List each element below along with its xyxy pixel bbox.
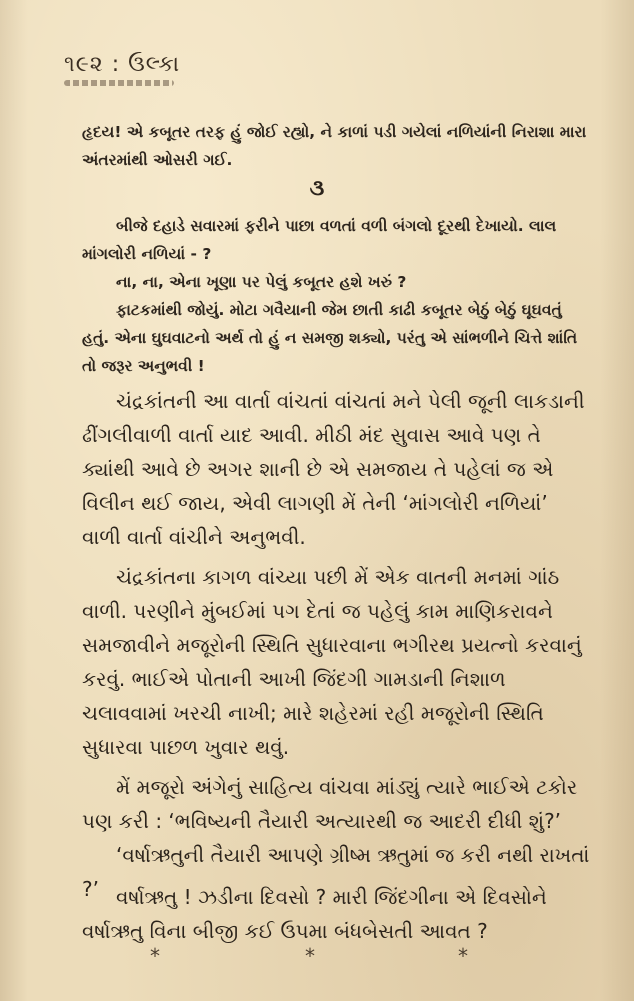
- paragraph-4: ફાટકમાંથી જોયું. મોટા ગવૈયાની જેમ છાતી કાઢી કબૂતર બેઠું બેઠું ઘૂઘવતું હતું. એના ઘુઘવાટનો અર્થ તો હું ન સમજી શક્યો, પરંતુ એ સાંભળીને ચિત્તે શાંતિ તો જરૂર અનુભવી !: [82, 301, 578, 375]
- paragraph-2: બીજે દહાડે સવારમાં ફરીને પાછા વળતાં વળી બંગલો દૂરથી દેખાયો. લાલ માંગલોરી નળિયાં - ?: [82, 217, 557, 263]
- section-number: ૩: [309, 176, 325, 201]
- header-underline: [64, 80, 174, 86]
- paragraph-7: મેં મજૂરો અંગેનું સાહિત્ય વાંચવા માંડ્યું ત્યારે ભાઈએ ટકોર પણ કરી : ‘ભવિષ્યની તૈયારી અત્યારથી જ આદરી દીધી શું?’: [82, 775, 578, 833]
- paragraph-8: ‘વર્ષાઋતુની તૈયારી આપણે ગ્રીષ્મ ઋતુમાં જ કરી નથી રાખતાં ?’: [82, 843, 590, 901]
- separator-star: *: [458, 944, 468, 968]
- paragraph-6: ચંદ્રકાંતના કાગળ વાંચ્યા પછી મેં એક વાતની મનમાં ગાંઠ વાળી. પરણીને મુંબઈમાં પગ દેતાં જ પહેલું કામ માણિકરાવને સમજાવીને મજૂરોની સ્થિતિ સુધારવાના ભગીરથ પ્રયત્નો કરવાનું કરવું. ભાઈએ પોતાની આખી જિંદગી ગામડાની નિશાળ ચલાવવામાં ખરચી નાખી; મારે શહેરમાં રહી મજૂરોની સ્થિતિ સુધારવા પાછળ ખુવાર થવું.: [82, 565, 582, 759]
- separator-star: *: [150, 944, 160, 968]
- paragraph-5: ચંદ્રકાંતની આ વાર્તા વાંચતાં વાંચતાં મને પેલી જૂની લાકડાની ઢીંગલીવાળી વાર્તા યાદ આવી. મીઠી મંદ સુવાસ આવે પણ તે ક્યાંથી આવે છે અગર શાની છે એ સમજાય તે પહેલાં જ એ વિલીન થઈ જાય, એવી લાગણી મેં તેની ‘માંગલોરી નળિયાં’ વાળી વાર્તા વાંચીને અનુભવી.: [82, 389, 585, 549]
- separator-star: *: [305, 944, 315, 968]
- page-header: ૧૯૨ : ઉલ્કા: [64, 52, 181, 77]
- paragraph-3: ના, ના, એના ખૂણા પર પેલું કબૂતર હશે ખરું ?: [116, 273, 407, 291]
- paragraph-1: હૃદય! એ કબૂતર તરફ હું જોઈ રહ્યો, ને કાળાં પડી ગયેલાં નળિયાંની નિરાશા મારા અંતરમાંથી ઓસરી ગઈ.: [82, 123, 587, 169]
- paragraph-9: વર્ષાઋતુ ! ઝડીના દિવસો ? મારી જિંદગીના એ દિવસોને વર્ષાઋતુ વિના બીજી કઈ ઉપમા બંધબેસતી આવત ?: [82, 885, 547, 943]
